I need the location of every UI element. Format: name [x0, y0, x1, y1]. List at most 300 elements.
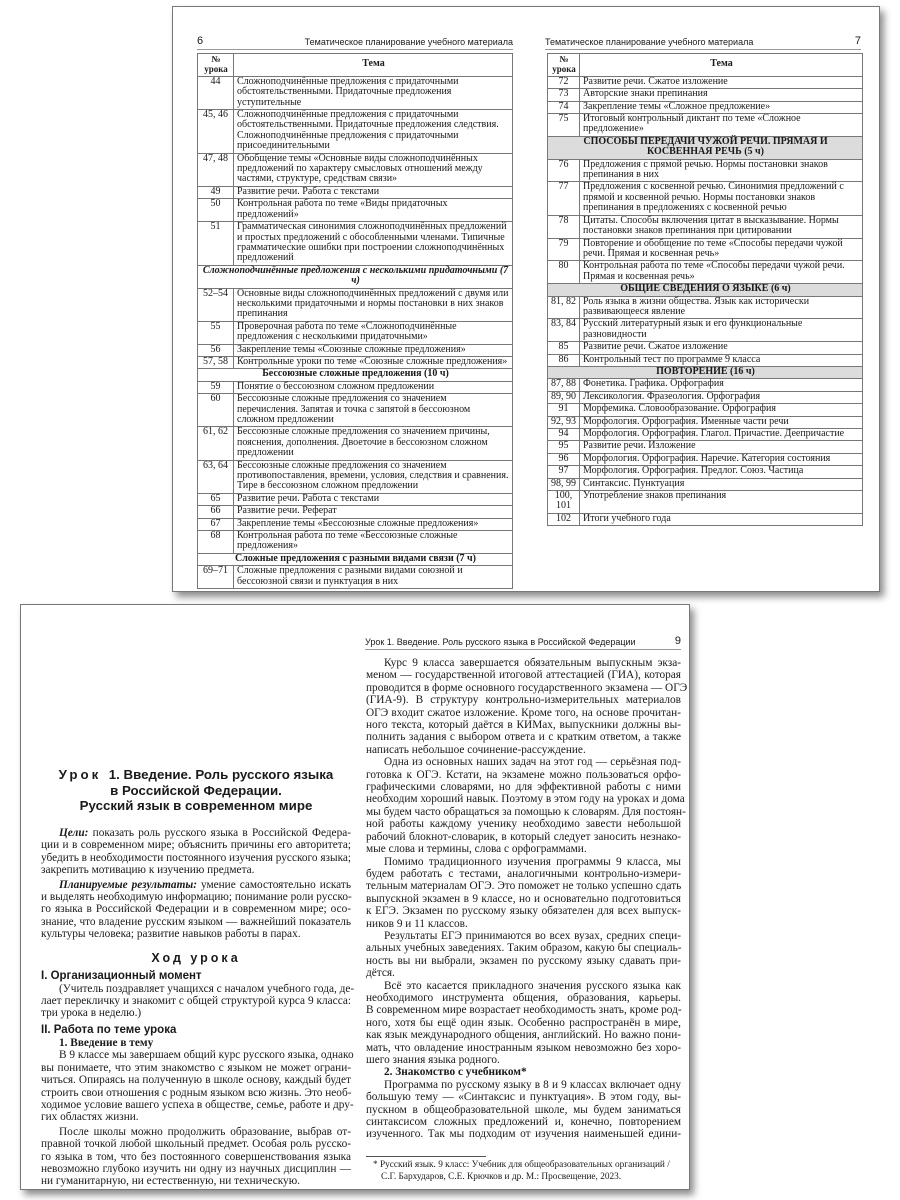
lesson-number: 45, 46 — [198, 110, 234, 154]
lesson-title-prefix: Урок — [58, 767, 102, 782]
table-section-row — [198, 265, 513, 288]
lesson-number: 91 — [548, 404, 580, 416]
table-row — [198, 531, 513, 554]
text-line — [366, 980, 681, 992]
lesson-number: 83, 84 — [548, 319, 580, 342]
line-text: изученного. Так мы подходим от изучения наименьшей едини- — [366, 1128, 681, 1141]
lesson-number: 66 — [198, 506, 234, 518]
lesson-topic: Итоговый контрольный диктант по теме «Сложное предложение» — [580, 114, 863, 137]
lesson-topic: Развитие речи. Работа с текстами — [234, 493, 513, 505]
lesson-topic: Фонетика. Графика. Орфография — [580, 379, 863, 391]
paragraph-label: Планируемые результаты: — [59, 878, 197, 891]
table-row — [548, 453, 863, 465]
text-line — [366, 669, 681, 681]
lesson-number: 97 — [548, 466, 580, 478]
line-text: В 9 классе мы завершаем общий курс русского языка, однако — [59, 1049, 354, 1062]
text-line — [41, 995, 351, 1007]
course-heading: Ход урока — [151, 950, 241, 965]
text-line — [366, 1091, 681, 1103]
text-line — [366, 880, 681, 892]
subheading: 2. Знакомство с учебником* — [384, 1066, 527, 1079]
lesson-topic: Контрольная работа по теме «Бессоюзные сложные предложения» — [234, 531, 513, 554]
lesson-number: 92, 93 — [548, 416, 580, 428]
text-line — [366, 781, 681, 793]
line-text: будем работать с тестами, аналогичными контрольно-измери- — [366, 867, 681, 880]
header-lesson-number: № урока — [198, 54, 234, 77]
lesson-topic: Контрольные уроки по теме «Союзные сложные предложения» — [234, 356, 513, 368]
lesson-topic: Синтаксис. Пунктуация — [580, 478, 863, 490]
line-text: необходимого инструмента общения, образования, карьеры. — [366, 991, 681, 1004]
table-row — [548, 89, 863, 101]
line-text: знание, что владение русским языком — важнейший показатель — [41, 915, 351, 928]
lesson-number: 75 — [548, 114, 580, 137]
table-row — [548, 478, 863, 490]
text-line — [366, 1104, 681, 1116]
line-text: к ЕГЭ. Экзамен по русскому языку обязателен для всех выпуск- — [366, 905, 681, 918]
line-text: ного, хотя бы ещё один язык. Особенно распространён в мире, — [366, 1016, 681, 1029]
lesson-topic: Бессоюзные сложные предложения со значением перечисления. Запятая и точка с запятой в бессоюзном сложном предложении — [234, 394, 513, 427]
text-line — [41, 891, 351, 903]
lesson-title-line: 1. Введение. Роль русского языка — [108, 767, 334, 782]
lesson-number: 51 — [198, 222, 234, 266]
lesson-topic: Сложные предложения с разными видами союзной и бессоюзной связи и пунктуация в них — [234, 566, 513, 589]
table-row — [198, 321, 513, 344]
lesson-topic: Лексикология. Фразеология. Орфография — [580, 391, 863, 403]
text-line — [366, 1004, 681, 1016]
text-line — [41, 879, 351, 891]
lesson-topic: Развитие речи. Сжатое изложение — [580, 76, 863, 88]
lesson-number: 76 — [548, 159, 580, 182]
lesson-topic: Проверочная работа по теме «Сложноподчинённые предложения с несколькими придаточными» — [234, 321, 513, 344]
header-lesson-number: № урока — [548, 54, 580, 77]
running-head-text: Урок 1. Введение. Роль русского языка в Российской Федерации — [365, 637, 636, 647]
lesson-number: 55 — [198, 321, 234, 344]
line-text: правной точкой любой школьный предмет. Особая роль русско- — [41, 1138, 351, 1151]
text-line — [41, 1126, 351, 1138]
lesson-topic: Закрепление темы «Бессоюзные сложные предложения» — [234, 518, 513, 530]
lesson-number: 95 — [548, 441, 580, 453]
lesson-topic: Закрепление темы «Сложное предложение» — [580, 101, 863, 113]
line-text: необходим хороший навык. Поэтому в этом году на уроках и дома — [366, 793, 685, 806]
table-row — [548, 513, 863, 525]
line-text: закрепить мотивацию к изучению предмета. — [41, 864, 255, 877]
text-line — [366, 756, 681, 768]
right-column — [366, 657, 688, 1141]
text-line — [366, 818, 681, 830]
lesson-number: 89, 90 — [548, 391, 580, 403]
lesson-number: 65 — [198, 493, 234, 505]
text-line — [366, 868, 681, 880]
line-text: невозможно глубоко изучить ни одну из научных дисциплин — — [41, 1162, 351, 1175]
lesson-number: 52–54 — [198, 288, 234, 321]
line-text: Всё это касается прикладного значения русского языка как — [384, 979, 681, 992]
table-header-row — [548, 54, 863, 77]
running-head-text: Тематическое планирование учебного материала — [304, 37, 513, 47]
footnote-rule — [366, 1156, 486, 1157]
table-row — [548, 441, 863, 453]
section-heading: ПОВТОРЕНИЕ (16 ч) — [548, 366, 863, 378]
table-row — [548, 404, 863, 416]
table-row — [198, 460, 513, 493]
section-heading: ОБЩИЕ СВЕДЕНИЯ О ЯЗЫКЕ (6 ч) — [548, 284, 863, 296]
lesson-topic: Итоги учебного года — [580, 513, 863, 525]
table-row — [198, 288, 513, 321]
table-header-row — [198, 54, 513, 77]
line-text: тельным материалам ОГЭ. Это поможет не только успешно сдать — [366, 880, 682, 893]
lesson-number: 49 — [198, 186, 234, 198]
line-text: графическими словарями, но для эффективной работы с ними — [366, 781, 681, 794]
page-number: 9 — [674, 635, 681, 647]
text-line — [366, 793, 685, 806]
table-row — [198, 493, 513, 505]
line-text: го языка в том, что без постоянного совершенствования языка — [41, 1150, 351, 1163]
lesson-number: 81, 82 — [548, 296, 580, 319]
table-row — [198, 186, 513, 198]
table-row — [198, 381, 513, 393]
table-row — [198, 153, 513, 186]
lesson-number: 85 — [548, 342, 580, 354]
line-text: ность вы ни выбрали, экзамен по русскому языку сдавать при- — [366, 954, 681, 967]
lesson-number: 63, 64 — [198, 460, 234, 493]
text-line — [41, 839, 351, 851]
lesson-topic: Развитие речи. Изложение — [580, 441, 863, 453]
line-text: культуры человека; развитие навыков работы в парах. — [41, 928, 301, 941]
table-section-row — [548, 284, 863, 296]
lesson-plan-table-right — [547, 53, 863, 526]
table-section-row — [198, 369, 513, 381]
table-row — [548, 261, 863, 284]
left-running-head — [197, 35, 513, 50]
lesson-number: 77 — [548, 182, 580, 215]
table-row — [548, 391, 863, 403]
line-text: ной работы каждому ученику необходимо завести небольшой — [366, 818, 681, 831]
lesson-running-head — [365, 635, 681, 650]
text-line — [366, 1079, 681, 1091]
lesson-topic: Употребление знаков препинания — [580, 491, 863, 514]
text-line — [366, 694, 681, 706]
line-text: выпускной экзамен в 9 классе, но и основательно подготовиться — [366, 892, 681, 905]
running-head-text: Тематическое планирование учебного материала — [545, 37, 754, 47]
table-section-row — [548, 366, 863, 378]
lesson-plan-table-left — [197, 53, 513, 589]
lesson-number: 67 — [198, 518, 234, 530]
text-line — [366, 657, 681, 669]
text-line — [41, 864, 351, 876]
lesson-number: 94 — [548, 429, 580, 441]
lesson-number: 96 — [548, 453, 580, 465]
subheading: 1. Введение в тему — [59, 1036, 154, 1049]
header-topic: Тема — [234, 54, 513, 77]
table-section-row — [548, 136, 863, 159]
line-text: как язык международного общения, английский. Но важно пони- — [366, 1029, 681, 1042]
table-row — [198, 566, 513, 589]
line-text: читься. Опираясь на полученную в школе основу, каждый будет — [41, 1074, 351, 1087]
text-line — [366, 1128, 681, 1140]
lesson-number: 59 — [198, 381, 234, 393]
text-line — [366, 930, 681, 942]
line-text: и выделять необходимую информацию; понимание роли русско- — [41, 891, 352, 904]
text-line — [41, 1087, 351, 1099]
line-text: проводится в форме основного государственного экзамена — ОГЭ — [366, 681, 688, 694]
lesson-title — [41, 767, 351, 814]
line-text: ников 9 и 11 классов. — [366, 917, 468, 930]
text-line — [366, 843, 681, 855]
line-text: мать, что овладение иностранным языком невозможно без хоро- — [366, 1041, 681, 1054]
lesson-topic: Контрольная работа по теме «Способы передачи чужой речи. Прямая и косвенная речь» — [580, 261, 863, 284]
line-text: большую тему — «Синтаксис и пунктуация». В этом году, вы- — [366, 1091, 681, 1104]
lesson-topic: Морфология. Орфография. Предлог. Союз. Частица — [580, 466, 863, 478]
lesson-number: 44 — [198, 76, 234, 109]
line-text: строить свои отношения с родным языком всю жизнь. Это необ- — [41, 1086, 352, 1099]
section-heading: Сложные предложения с разными видами связи (7 ч) — [198, 553, 513, 565]
lesson-number: 69–71 — [198, 566, 234, 589]
line-text: вы понимаете, что этим знакомство с языком не может ограни- — [41, 1061, 351, 1074]
text-line — [41, 1049, 354, 1062]
text-line — [366, 905, 681, 917]
line-text: лает перекличку и знакомит с общей структурой курса 9 класса: — [41, 995, 351, 1008]
lesson-topic: Контрольный тест по программе 9 класса — [580, 354, 863, 366]
line-text: гих областях жизни. — [41, 1111, 139, 1124]
line-text: полнить задания с выбором ответа и с кратким ответом, а также — [366, 731, 681, 744]
table-row — [548, 238, 863, 261]
text-line — [41, 982, 355, 995]
page-number: 6 — [197, 35, 204, 47]
line-text: рабочий блокнот-словарик, в который следует заносить незнако- — [366, 830, 681, 843]
text-line — [366, 955, 681, 967]
text-line — [366, 856, 681, 868]
header-topic: Тема — [580, 54, 863, 77]
lesson-topic: Грамматическая синонимия сложноподчинённых предложений и простых предложений с обособленными членами. Типичные грамматические ошибки при построении сложноподчинённых предложений — [234, 222, 513, 266]
table-row — [548, 491, 863, 514]
text-line — [366, 1017, 681, 1029]
lesson-number: 79 — [548, 238, 580, 261]
lesson-topic: Закрепление темы «Союзные сложные предложения» — [234, 344, 513, 356]
lesson-topic: Морфология. Орфография. Наречие. Категория состояния — [580, 453, 863, 465]
text-line — [366, 893, 681, 905]
page-number: 7 — [854, 35, 861, 47]
line-text: мы будем часто обращаться за помощью к словарям. Для постоян- — [366, 805, 686, 818]
table-row — [548, 319, 863, 342]
line-text: готовка к ОГЭ. Кстати, на экзамене можно пользоваться орфо- — [366, 768, 681, 781]
lesson-topic: Цитаты. Способы включения цитат в высказывание. Нормы постановки знаков препинания при цитировании — [580, 215, 863, 238]
lesson-topic: Развитие речи. Работа с текстами — [234, 186, 513, 198]
lesson-topic: Морфология. Орфография. Глагол. Причастие. Деепричастие — [580, 429, 863, 441]
right-running-head — [545, 35, 861, 50]
table-row — [198, 344, 513, 356]
lesson-topic: Бессоюзные сложные предложения со значением противопоставления, времени, условия, следствия и сравнения. Тире в бессоюзном сложном предложении — [234, 460, 513, 493]
line-text: Помимо традиционного изучения программы 9 класса, мы — [384, 855, 681, 868]
line-text: три урока в неделю.) — [41, 1007, 142, 1020]
table-row — [548, 101, 863, 113]
table-row — [548, 76, 863, 88]
lesson-topic: Обобщение темы «Основные виды сложноподчинённых предложений по характеру смысловых отношений между частями, структуре, средствам связи» — [234, 153, 513, 186]
paragraph-label: Цели: — [59, 827, 89, 839]
text-line — [366, 707, 681, 719]
text-line — [366, 831, 681, 843]
stage-heading: II. Работа по теме урока — [41, 1023, 177, 1036]
line-text: В современном мире возрастает необходимость знать, кроме род- — [366, 1004, 682, 1017]
text-line — [41, 1098, 354, 1111]
text-line — [41, 1074, 351, 1086]
line-text: показать роль русского языка в Российской Федера- — [88, 827, 351, 839]
line-text: ходимое условие вашего успеха в обществе, семье, работе и дру- — [41, 1098, 354, 1111]
table-row — [198, 506, 513, 518]
text-line — [41, 916, 351, 928]
line-text: Курс 9 класса завершается обязательным выпускным экза- — [384, 657, 681, 669]
lesson-number: 57, 58 — [198, 356, 234, 368]
line-text: меном — государственной итоговой аттестацией (ГИА), которая — [366, 669, 681, 682]
text-line — [41, 1062, 351, 1074]
table-row — [548, 354, 863, 366]
lesson-title-line: в Российской Федерации. — [110, 782, 282, 798]
line-text: альных учебных заведениях. Таким образом, какую бы специаль- — [366, 942, 682, 955]
table-row — [548, 379, 863, 391]
lesson-topic: Морфемика. Словообразование. Орфография — [580, 404, 863, 416]
table-row — [548, 342, 863, 354]
text-line — [41, 1138, 351, 1150]
line-text: синтаксисом сложных предложений и, конечно, повторением — [366, 1116, 681, 1129]
lesson-number: 50 — [198, 199, 234, 222]
line-text: шего знания языка родного. — [366, 1054, 500, 1066]
lesson-number: 56 — [198, 344, 234, 356]
line-text: Программа по русскому языку в 8 и 9 классах включает одну — [384, 1078, 681, 1091]
lesson-topic: Понятие о бессоюзном сложном предложении — [234, 381, 513, 393]
lesson-number: 72 — [548, 76, 580, 88]
table-row — [548, 159, 863, 182]
table-row — [198, 518, 513, 530]
text-line — [366, 992, 681, 1004]
lesson-number: 87, 88 — [548, 379, 580, 391]
table-section-row — [198, 553, 513, 565]
stage-heading: I. Организационный момент — [41, 969, 202, 982]
left-column — [41, 827, 355, 1188]
table-row — [548, 429, 863, 441]
text-line — [41, 1111, 351, 1123]
table-row — [548, 182, 863, 215]
line-text: ни гуманитарную, ни естественную, ни техническую. — [41, 1175, 300, 1188]
text-line — [41, 827, 351, 839]
text-line — [41, 1163, 351, 1175]
line-text: Результаты ЕГЭ принимаются во всех вузах, средних специ- — [384, 929, 681, 942]
text-line — [366, 744, 681, 756]
lesson-topic: Сложноподчинённые предложения с придаточными обстоятельственными. Придаточные предложения следствия. Сложноподчинённые предложения с придаточными присоединительными — [234, 110, 513, 154]
text-line — [41, 928, 351, 940]
text-line — [41, 852, 351, 864]
text-line — [366, 1029, 681, 1041]
lesson-number: 80 — [548, 261, 580, 284]
section-heading: СПОСОБЫ ПЕРЕДАЧИ ЧУЖОЙ РЕЧИ. ПРЯМАЯ И КОСВЕННАЯ РЕЧЬ (5 ч) — [548, 136, 863, 159]
text-line — [366, 731, 681, 743]
lesson-topic: Основные виды сложноподчинённых предложений с двумя или несколькими придаточными и нормы постановки в них знаков препинания — [234, 288, 513, 321]
lesson-number: 98, 99 — [548, 478, 580, 490]
book-spread-pages-6-7 — [172, 6, 880, 592]
text-line — [366, 769, 681, 781]
text-line — [366, 918, 681, 930]
line-text: пускном в общеобразовательной школе, мы будем заниматься — [366, 1103, 681, 1116]
table-row — [198, 394, 513, 427]
line-text: дётся. — [366, 967, 395, 980]
lesson-number: 78 — [548, 215, 580, 238]
line-text: Одна из основных наших задач на этот год — серьёзная под- — [384, 756, 681, 769]
table-row — [198, 427, 513, 460]
text-line — [366, 1116, 681, 1128]
table-row — [198, 356, 513, 368]
text-line — [366, 719, 681, 731]
table-row — [198, 110, 513, 154]
table-row — [548, 466, 863, 478]
lesson-number: 47, 48 — [198, 153, 234, 186]
lesson-number: 61, 62 — [198, 427, 234, 460]
text-line — [41, 1151, 351, 1163]
lesson-topic: Контрольная работа по теме «Виды придаточных предложений» — [234, 199, 513, 222]
text-line — [41, 903, 351, 915]
text-line — [366, 1042, 681, 1054]
text-line — [366, 967, 681, 979]
line-text: ного текста, который даётся в КИМах, выпускники должны вы- — [366, 719, 681, 732]
line-text: написать небольшое сочинение-рассуждение. — [366, 743, 586, 756]
text-line — [41, 1175, 351, 1187]
section-heading: Бессоюзные сложные предложения (10 ч) — [198, 369, 513, 381]
line-text: ции и в современном мире; объяснить причины его авторитета; — [41, 839, 351, 852]
line-text: го языка в Российской Федерации и в современном мире; осо- — [41, 903, 351, 916]
lesson-number: 68 — [198, 531, 234, 554]
lesson-number: 102 — [548, 513, 580, 525]
lesson-number: 73 — [548, 89, 580, 101]
table-row — [198, 222, 513, 266]
table-row — [198, 199, 513, 222]
lesson-topic: Роль языка в жизни общества. Язык как исторически развивающееся явление — [580, 296, 863, 319]
lesson-page — [20, 604, 690, 1190]
table-row — [548, 114, 863, 137]
line-text: ОГЭ входит сжатое изложение. Кроме того, на основе прочитан- — [366, 706, 681, 719]
line-text: умение самостоятельно искать — [196, 878, 351, 891]
lesson-topic: Предложения с косвенной речью. Синонимия предложений с прямой и косвенной речью. Нормы постановки знаков препинания в предложениях с косвенной речью — [580, 182, 863, 215]
text-line — [41, 1007, 351, 1019]
lesson-number: 60 — [198, 394, 234, 427]
text-line — [366, 681, 688, 694]
lesson-topic: Предложения с прямой речью. Нормы постановки знаков препинания в них — [580, 159, 863, 182]
footnote-line: * Русский язык. 9 класс: Учебник для общеобразовательных организаций / — [373, 1160, 670, 1170]
table-row — [548, 416, 863, 428]
line-text: убедить в необходимости постоянного изучения русского языка; — [41, 851, 352, 864]
lesson-topic: Развитие речи. Реферат — [234, 506, 513, 518]
lesson-topic: Русский литературный язык и его функциональные разновидности — [580, 319, 863, 342]
lesson-topic: Развитие речи. Сжатое изложение — [580, 342, 863, 354]
line-text: (Учитель поздравляет учащихся с началом учебного года, де- — [59, 982, 355, 995]
lesson-number: 100, 101 — [548, 491, 580, 514]
lesson-topic: Сложноподчинённые предложения с придаточными обстоятельственными. Придаточные предложения уступительные — [234, 76, 513, 109]
lesson-topic: Повторение и обобщение по теме «Способы передачи чужой речи. Прямая и косвенная речь» — [580, 238, 863, 261]
section-heading: Сложноподчинённые предложения с несколькими придаточными (7 ч) — [198, 265, 513, 288]
footnote — [373, 1159, 681, 1183]
line-text: (ГИА-9). В структуру контрольно-измерительных материалов — [366, 694, 681, 707]
line-text: После школы можно продолжить образование, выбрав от- — [59, 1125, 351, 1138]
lesson-topic: Бессоюзные сложные предложения со значением причины, пояснения, дополнения. Двоеточие в бессоюзном сложном предложении — [234, 427, 513, 460]
table-row — [548, 296, 863, 319]
lesson-number: 74 — [548, 101, 580, 113]
lesson-topic: Морфология. Орфография. Именные части речи — [580, 416, 863, 428]
table-row — [548, 215, 863, 238]
text-line — [366, 1054, 681, 1066]
lesson-title-line: Русский язык в современном мире — [79, 798, 313, 813]
table-row — [198, 76, 513, 109]
text-line — [366, 805, 686, 818]
lesson-topic: Авторские знаки препинания — [580, 89, 863, 101]
line-text: мые слова и термины, слова с орфограммами. — [366, 843, 587, 856]
lesson-number: 86 — [548, 354, 580, 366]
text-line — [366, 942, 681, 954]
footnote-line: С.Г. Бархударов, С.Е. Крючков и др. М.: Просвещение, 2023. — [381, 1172, 622, 1182]
